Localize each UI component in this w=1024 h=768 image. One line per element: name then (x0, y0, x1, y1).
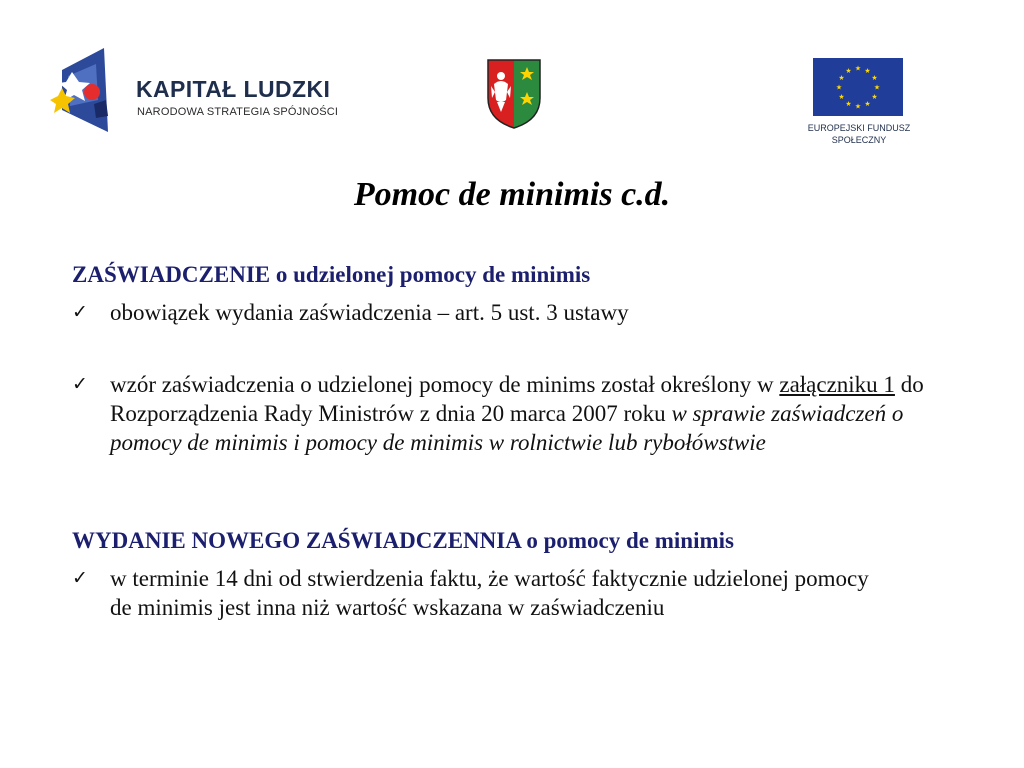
bullet-item (72, 370, 972, 457)
eu-star-icon: ★ (854, 102, 862, 111)
eu-star-icon: ★ (871, 74, 878, 82)
bullet-text-part: do Rozporządzenia Rady Ministrów z dnia 20 marca 2007 roku (110, 372, 924, 426)
heading-caps: ZAŚWIADCZENIE (72, 262, 271, 287)
heading-caps: WYDANIE NOWEGO ZAŚWIADCZENNIA (72, 528, 521, 553)
slide-title: Pomoc de minimis c.d. (353, 176, 671, 213)
eu-star-icon: ★ (871, 93, 878, 101)
eu-star-icon: ★ (854, 64, 862, 73)
eu-fund-label: EUROPEJSKI FUNDUSZ SPOŁECZNY (807, 123, 911, 145)
eu-flag-icon (813, 58, 903, 116)
eu-star-icon: ★ (864, 99, 871, 108)
kapital-ludzki-subtitle: NARODOWA STRATEGIA SPÓJNOŚCI (137, 106, 339, 118)
kapital-ludzki-logo (48, 42, 368, 138)
checkmark-icon: ✓ (72, 301, 88, 323)
eu-star-icon: ★ (873, 83, 881, 92)
bullet-text (110, 370, 972, 457)
attachment-link[interactable]: załączniku 1 (779, 372, 895, 397)
bullet-text-part: wzór zaświadczenia o udzielonej pomocy de minims został określony w (110, 372, 780, 397)
heading-rest: o udzielonej pomocy de minimis (270, 262, 591, 287)
checkmark-icon: ✓ (72, 567, 88, 589)
bullet-text: obowiązek wydania zaświadczenia – art. 5 ust. 3 ustawy (110, 300, 629, 325)
regulation-title: w sprawie zaświadczeń o pomocy de minimis i pomocy de minimis w rolnictwie lub rybołówstwie (110, 401, 904, 455)
eu-star-icon: ★ (838, 93, 845, 101)
coat-of-arms-icon (486, 58, 542, 130)
bullet-text: w terminie 14 dni od stwierdzenia faktu, że wartość faktycznie udzielonej pomocy de minimis jest inna niż wartość wskazana w zaświadczeniu (110, 566, 869, 620)
eu-star-icon: ★ (838, 74, 845, 82)
heading-rest: o pomocy de minimis (520, 528, 734, 553)
eu-star-icon: ★ (845, 99, 852, 108)
eu-star-icon: ★ (845, 67, 852, 76)
eu-star-icon: ★ (835, 83, 843, 92)
bullet-item (72, 298, 972, 327)
kapital-ludzki-title: KAPITAŁ LUDZKI (136, 76, 331, 102)
section-heading-new-certificate (72, 528, 734, 554)
checkmark-icon: ✓ (72, 373, 88, 395)
bullet-item (72, 564, 892, 622)
eu-social-fund-logo (795, 58, 923, 154)
eu-star-icon: ★ (864, 67, 871, 76)
kapital-ludzki-emblem-icon (48, 42, 128, 138)
section-heading-certificate (72, 262, 590, 288)
